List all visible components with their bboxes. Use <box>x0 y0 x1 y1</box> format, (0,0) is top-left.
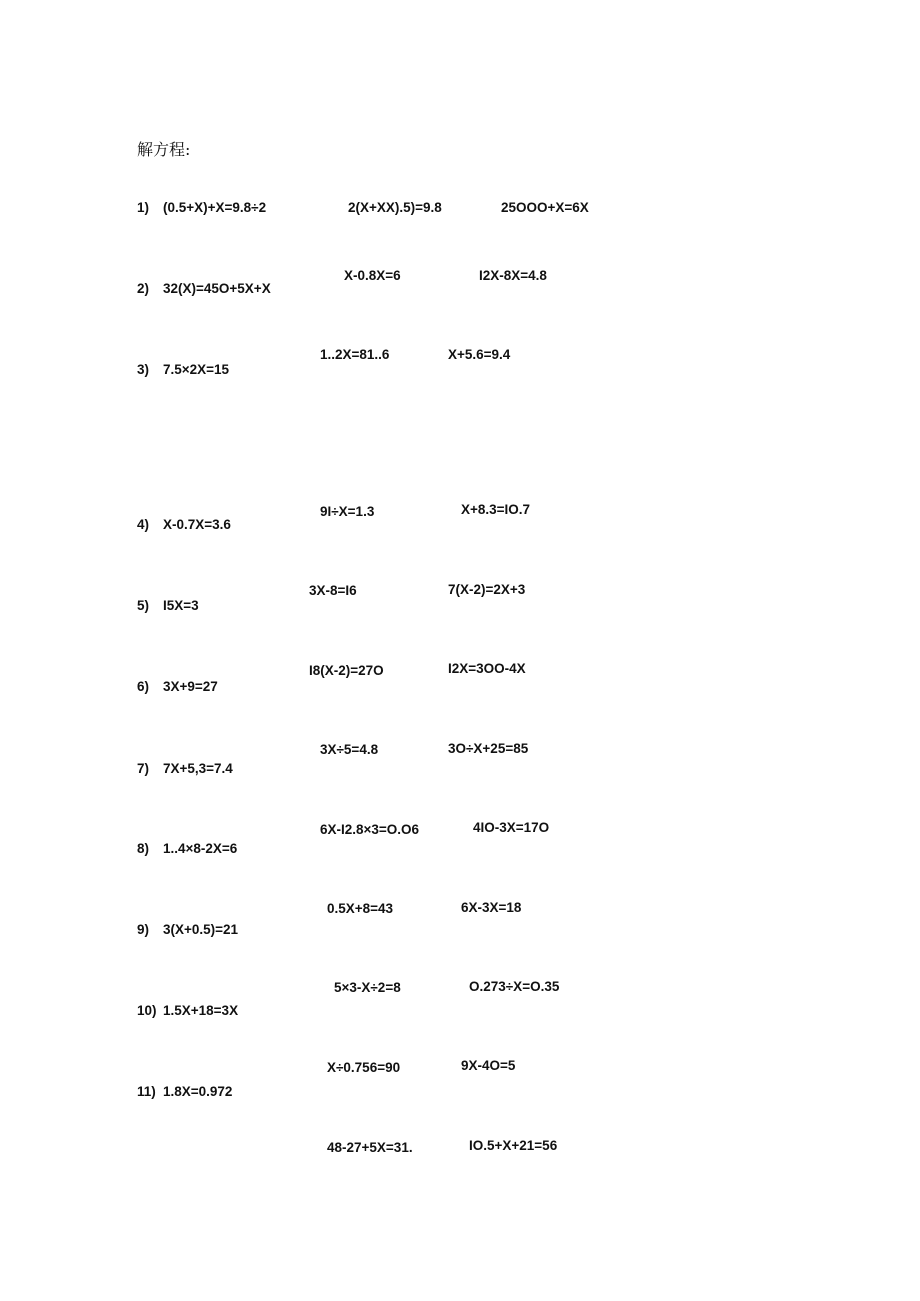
equation-number: 7) <box>137 761 150 776</box>
equation-2-left <box>137 281 271 297</box>
equation-5-right: 7(X-2)=2X+3 <box>448 582 526 597</box>
page-title: 解方程: <box>137 140 191 159</box>
equation-2-mid: X-0.8X=6 <box>344 268 401 283</box>
equation-8-mid: 6X-I2.8×3=O.O6 <box>320 822 420 837</box>
equation-number: 10) <box>137 1003 157 1018</box>
equation-9-right: 6X-3X=18 <box>461 900 522 915</box>
equation-text: 3X+9=27 <box>163 679 218 694</box>
equation-text: 3(X+0.5)=21 <box>163 922 239 937</box>
equation-number: 5) <box>137 598 150 613</box>
equation-3-mid: 1..2X=81..6 <box>320 347 390 362</box>
equation-12-mid: 48-27+5X=31. <box>327 1140 413 1155</box>
equation-10-mid: 5×3-X÷2=8 <box>334 980 401 995</box>
equation-8-right: 4IO-3X=17O <box>473 820 550 835</box>
equation-text: X-0.7X=3.6 <box>163 517 231 532</box>
equation-11-right: 9X-4O=5 <box>461 1058 516 1073</box>
equation-3-left <box>137 362 229 378</box>
equation-5-mid: 3X-8=I6 <box>309 583 357 598</box>
equation-number: 8) <box>137 841 150 856</box>
equation-5-left <box>137 598 199 614</box>
equation-number: 2) <box>137 281 150 296</box>
equation-10-right: O.273÷X=O.35 <box>469 979 560 994</box>
equation-text: (0.5+X)+X=9.8÷2 <box>163 200 267 215</box>
equation-1-left <box>137 200 266 216</box>
equation-11-mid: X÷0.756=90 <box>327 1060 401 1075</box>
equation-9-left <box>137 922 238 938</box>
equation-10-left <box>137 1003 238 1019</box>
equation-number: 3) <box>137 362 150 377</box>
equation-4-mid: 9I÷X=1.3 <box>320 504 375 519</box>
equation-number: 6) <box>137 679 150 694</box>
equation-6-left <box>137 679 218 695</box>
equation-9-mid: 0.5X+8=43 <box>327 901 394 916</box>
equation-text: 7.5×2X=15 <box>163 362 230 377</box>
equation-7-left <box>137 761 233 777</box>
equation-7-right: 3O÷X+25=85 <box>448 741 529 756</box>
equation-text: 7X+5,3=7.4 <box>163 761 233 776</box>
equation-6-right: I2X=3OO-4X <box>448 661 526 676</box>
equation-7-mid: 3X÷5=4.8 <box>320 742 379 757</box>
equation-12-right: IO.5+X+21=56 <box>469 1138 558 1153</box>
equation-8-left <box>137 841 237 857</box>
equation-number: 9) <box>137 922 150 937</box>
equation-1-right: 25OOO+X=6X <box>501 200 589 215</box>
equation-1-mid: 2(X+XX).5)=9.8 <box>348 200 442 215</box>
equation-text: 1.5X+18=3X <box>163 1003 239 1018</box>
equation-text: 1.8X=0.972 <box>163 1084 233 1099</box>
equation-6-mid: I8(X-2)=27O <box>309 663 384 678</box>
equation-number: 4) <box>137 517 150 532</box>
equation-text: 32(X)=45O+5X+X <box>163 281 271 296</box>
equation-4-left <box>137 517 231 533</box>
equation-number: 11) <box>137 1084 156 1099</box>
equation-4-right: X+8.3=IO.7 <box>461 502 531 517</box>
equation-number: 1) <box>137 200 150 215</box>
equation-11-left <box>137 1084 232 1100</box>
equation-3-right: X+5.6=9.4 <box>448 347 511 362</box>
equation-text: 1..4×8-2X=6 <box>163 841 238 856</box>
equation-2-right: I2X-8X=4.8 <box>479 268 547 283</box>
equation-text: I5X=3 <box>163 598 199 613</box>
